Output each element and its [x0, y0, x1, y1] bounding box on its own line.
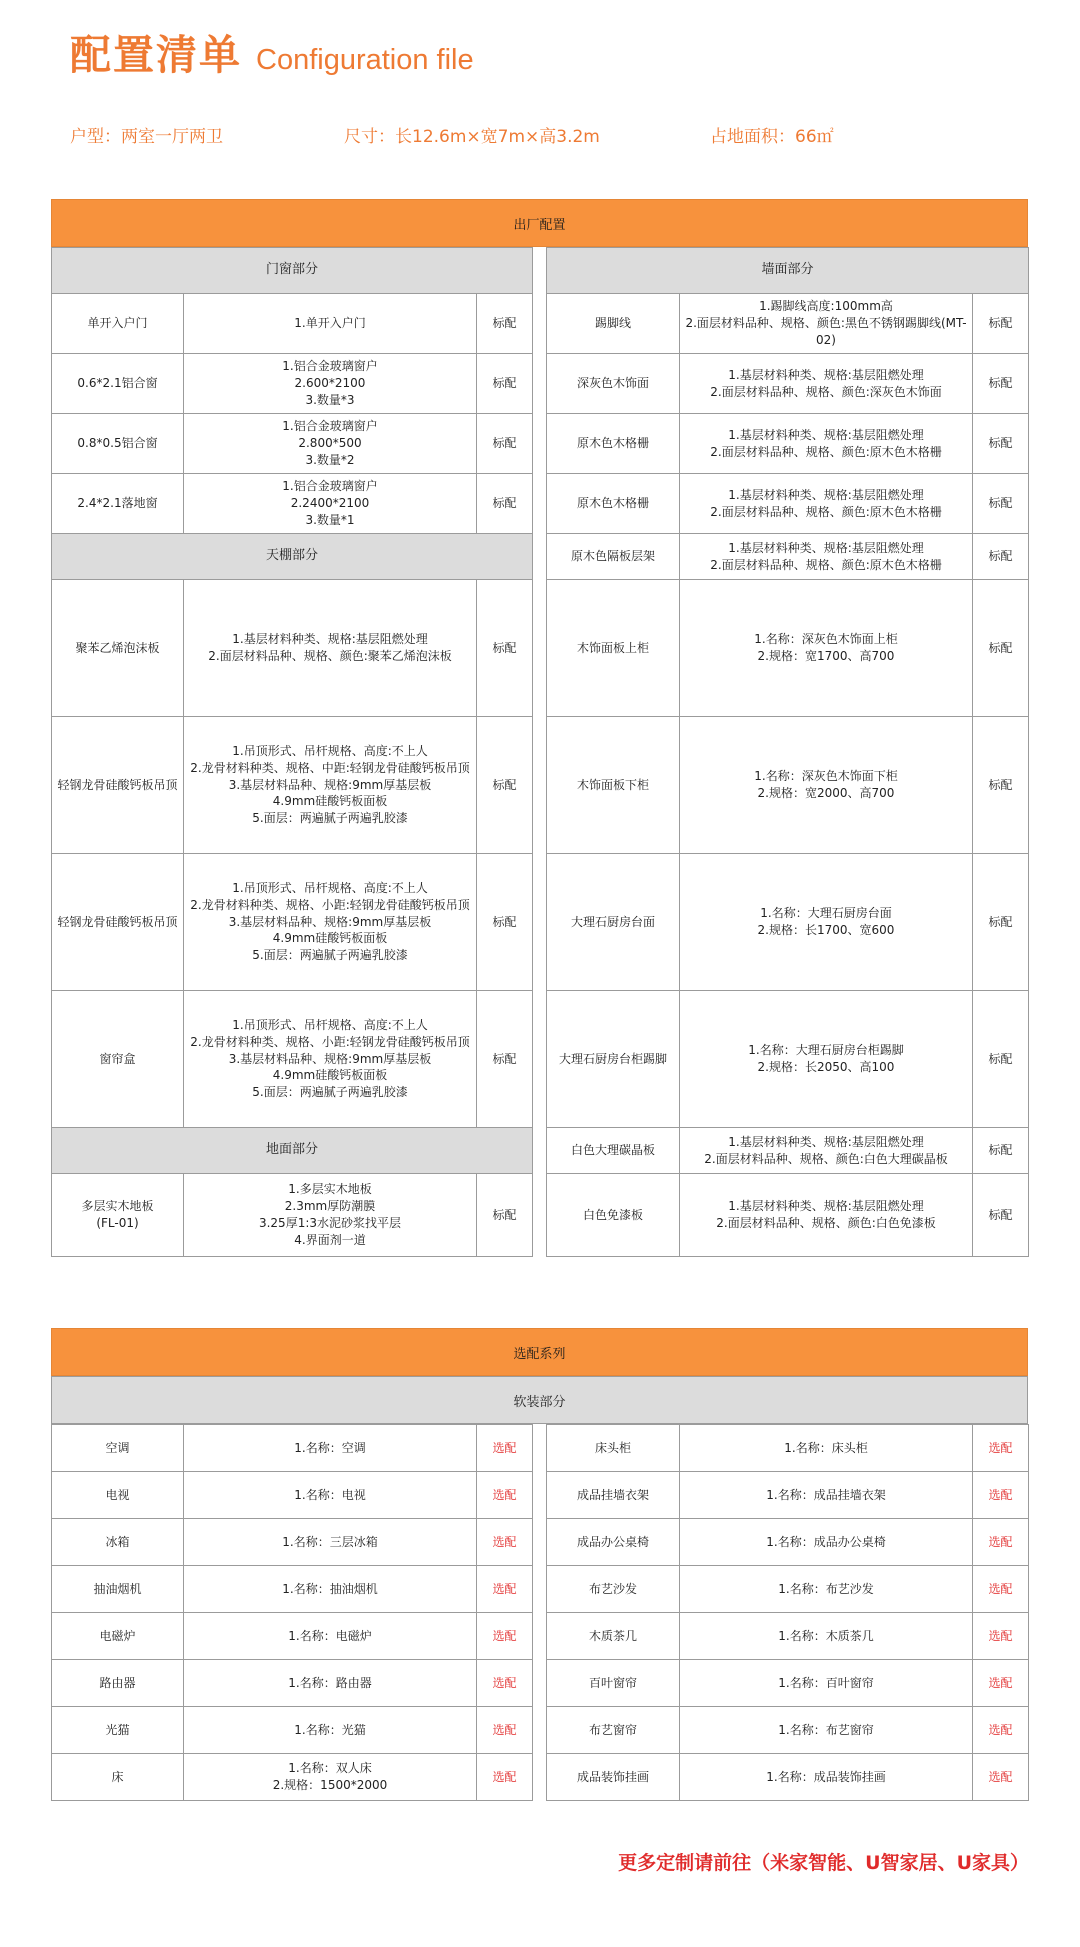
item-tag: 选配: [973, 1660, 1029, 1707]
item-tag: 选配: [973, 1519, 1029, 1566]
table-row: [52, 1707, 533, 1754]
item-tag: 选配: [477, 1519, 533, 1566]
item-name: 白色大理碳晶板: [547, 1128, 680, 1174]
table-row: [52, 1754, 533, 1801]
item-name: 大理石厨房台面: [547, 854, 680, 991]
item-tag: 选配: [477, 1613, 533, 1660]
item-tag: 标配: [477, 474, 533, 534]
table-row: [52, 717, 533, 854]
table-row: [547, 294, 1029, 354]
item-spec: 1.基层材料种类、规格:基层阻燃处理 2.面层材料品种、规格、颜色:深灰色木饰面: [680, 354, 973, 414]
item-name: 百叶窗帘: [547, 1660, 680, 1707]
item-tag: 标配: [477, 991, 533, 1128]
item-name: 原木色木格栅: [547, 414, 680, 474]
table-row: [52, 991, 533, 1128]
item-spec: 1.基层材料种类、规格:基层阻燃处理 2.面层材料品种、规格、颜色:白色大理碳晶板: [680, 1128, 973, 1174]
item-tag: 标配: [973, 534, 1029, 580]
item-name: 原木色木格栅: [547, 474, 680, 534]
item-spec: 1.名称：电视: [184, 1472, 477, 1519]
table-row: [52, 474, 533, 534]
item-name: 布艺窗帘: [547, 1707, 680, 1754]
item-tag: 选配: [477, 1707, 533, 1754]
factory-left-table: [51, 247, 533, 1257]
item-spec: 1.铝合金玻璃窗户 2.600*2100 3.数量*3: [184, 354, 477, 414]
item-tag: 选配: [973, 1613, 1029, 1660]
item-tag: 标配: [973, 414, 1029, 474]
table-row: [52, 1660, 533, 1707]
item-tag: 标配: [973, 1174, 1029, 1257]
item-spec: 1.名称：深灰色木饰面上柜 2.规格：宽1700、高700: [680, 580, 973, 717]
item-spec: 1.吊顶形式、吊杆规格、高度:不上人 2.龙骨材料种类、规格、中距:轻钢龙骨硅酸钙板吊顶 3.基层材料品种、规格:9mm厚基层板 4.9mm硅酸钙板面板 5.面层：两遍腻子两遍乳胶漆: [184, 717, 477, 854]
item-name: 木饰面板上柜: [547, 580, 680, 717]
table-row: [52, 354, 533, 414]
item-name: 深灰色木饰面: [547, 354, 680, 414]
table-row: [52, 1519, 533, 1566]
item-name: 空调: [52, 1425, 184, 1472]
item-name: 轻钢龙骨硅酸钙板吊顶: [52, 854, 184, 991]
house-size: 尺寸：长12.6m×宽7m×高3.2m: [344, 127, 600, 147]
item-spec: 1.基层材料种类、规格:基层阻燃处理 2.面层材料品种、规格、颜色:白色免漆板: [680, 1174, 973, 1257]
item-spec: 1.单开入户门: [184, 294, 477, 354]
item-name: 聚苯乙烯泡沫板: [52, 580, 184, 717]
item-name: 大理石厨房台柜踢脚: [547, 991, 680, 1128]
table-row: [547, 991, 1029, 1128]
item-name: 单开入户门: [52, 294, 184, 354]
item-tag: 选配: [477, 1754, 533, 1801]
item-name: 踢脚线: [547, 294, 680, 354]
item-name: 成品挂墙衣架: [547, 1472, 680, 1519]
item-spec: 1.名称：大理石厨房台柜踢脚 2.规格：长2050、高100: [680, 991, 973, 1128]
optional-series-band: 选配系列: [51, 1328, 1028, 1376]
item-spec: 1.基层材料种类、规格:基层阻燃处理 2.面层材料品种、规格、颜色:原木色木格栅: [680, 414, 973, 474]
item-spec: 1.名称：路由器: [184, 1660, 477, 1707]
table-row: [547, 717, 1029, 854]
house-area: 占地面积：66㎡: [710, 127, 834, 147]
optional-right-table: [546, 1424, 1029, 1801]
item-spec: 1.名称：布艺窗帘: [680, 1707, 973, 1754]
item-spec: 1.名称：空调: [184, 1425, 477, 1472]
item-tag: 选配: [973, 1472, 1029, 1519]
item-tag: 标配: [973, 717, 1029, 854]
item-name: 木饰面板下柜: [547, 717, 680, 854]
item-tag: 标配: [973, 1128, 1029, 1174]
table-row: [547, 1425, 1029, 1472]
table-row: [547, 1613, 1029, 1660]
item-name: 路由器: [52, 1660, 184, 1707]
title-zh: 配置清单: [70, 31, 242, 79]
soft-furnishing-header: 软装部分: [51, 1376, 1028, 1424]
item-name: 电视: [52, 1472, 184, 1519]
item-tag: 选配: [477, 1472, 533, 1519]
item-tag: 选配: [973, 1425, 1029, 1472]
item-spec: 1.名称：三层冰箱: [184, 1519, 477, 1566]
item-tag: 标配: [973, 991, 1029, 1128]
item-spec: 1.名称：抽油烟机: [184, 1566, 477, 1613]
item-name: 0.6*2.1铝合窗: [52, 354, 184, 414]
table-row: [547, 1566, 1029, 1613]
house-type: 户型：两室一厅两卫: [70, 127, 223, 147]
item-name: 光猫: [52, 1707, 184, 1754]
table-row: [547, 1519, 1029, 1566]
item-spec: 1.名称：大理石厨房台面 2.规格：长1700、宽600: [680, 854, 973, 991]
door-window-header: 门窗部分: [52, 248, 533, 294]
item-name: 轻钢龙骨硅酸钙板吊顶: [52, 717, 184, 854]
item-tag: 标配: [973, 580, 1029, 717]
item-spec: 1.名称：木质茶几: [680, 1613, 973, 1660]
table-row: [547, 1472, 1029, 1519]
item-spec: 1.名称：成品挂墙衣架: [680, 1472, 973, 1519]
table-row: [52, 854, 533, 991]
item-name: 抽油烟机: [52, 1566, 184, 1613]
optional-left-table: [51, 1424, 533, 1801]
table-row: [547, 474, 1029, 534]
table-row: [52, 1613, 533, 1660]
table-row: [547, 534, 1029, 580]
item-spec: 1.基层材料种类、规格:基层阻燃处理 2.面层材料品种、规格、颜色:聚苯乙烯泡沫板: [184, 580, 477, 717]
item-spec: 1.名称：成品装饰挂画: [680, 1754, 973, 1801]
item-name: 电磁炉: [52, 1613, 184, 1660]
item-tag: 选配: [973, 1566, 1029, 1613]
item-tag: 标配: [477, 854, 533, 991]
item-spec: 1.名称：双人床 2.规格：1500*2000: [184, 1754, 477, 1801]
table-row: [547, 1174, 1029, 1257]
table-row: [52, 1425, 533, 1472]
item-name: 布艺沙发: [547, 1566, 680, 1613]
item-spec: 1.名称：深灰色木饰面下柜 2.规格：宽2000、高700: [680, 717, 973, 854]
item-spec: 1.基层材料种类、规格:基层阻燃处理 2.面层材料品种、规格、颜色:原木色木格栅: [680, 534, 973, 580]
table-row: [547, 580, 1029, 717]
table-row: [52, 1174, 533, 1257]
factory-config-band: 出厂配置: [51, 199, 1028, 247]
table-row: [52, 294, 533, 354]
table-row: [52, 580, 533, 717]
floor-header: 地面部分: [52, 1128, 533, 1174]
item-name: 床: [52, 1754, 184, 1801]
table-row: [52, 414, 533, 474]
item-spec: 1.基层材料种类、规格:基层阻燃处理 2.面层材料品种、规格、颜色:原木色木格栅: [680, 474, 973, 534]
item-tag: 标配: [973, 354, 1029, 414]
table-row: [547, 354, 1029, 414]
item-name: 0.8*0.5铝合窗: [52, 414, 184, 474]
item-name: 成品装饰挂画: [547, 1754, 680, 1801]
item-name: 原木色隔板层架: [547, 534, 680, 580]
item-spec: 1.多层实木地板 2.3mm厚防潮膜 3.25厚1:3水泥砂浆找平层 4.界面剂一道: [184, 1174, 477, 1257]
table-row: [547, 854, 1029, 991]
item-tag: 选配: [477, 1566, 533, 1613]
item-name: 木质茶几: [547, 1613, 680, 1660]
item-spec: 1.吊顶形式、吊杆规格、高度:不上人 2.龙骨材料种类、规格、小距:轻钢龙骨硅酸钙板吊顶 3.基层材料品种、规格:9mm厚基层板 4.9mm硅酸钙板面板 5.面层：两遍腻子两遍乳胶漆: [184, 991, 477, 1128]
ceiling-header: 天棚部分: [52, 534, 533, 580]
item-spec: 1.铝合金玻璃窗户 2.800*500 3.数量*2: [184, 414, 477, 474]
factory-right-table: [546, 247, 1029, 1257]
item-name: 多层实木地板 (FL-01): [52, 1174, 184, 1257]
item-spec: 1.名称：百叶窗帘: [680, 1660, 973, 1707]
table-row: [547, 1128, 1029, 1174]
table-row: [52, 1472, 533, 1519]
table-row: [547, 1707, 1029, 1754]
item-tag: 标配: [477, 354, 533, 414]
table-row: [547, 1660, 1029, 1707]
item-spec: 1.铝合金玻璃窗户 2.2400*2100 3.数量*1: [184, 474, 477, 534]
table-row: [52, 1566, 533, 1613]
item-spec: 1.名称：布艺沙发: [680, 1566, 973, 1613]
item-tag: 选配: [973, 1754, 1029, 1801]
title-en: Configuration file: [256, 44, 474, 76]
item-tag: 选配: [477, 1425, 533, 1472]
item-tag: 选配: [477, 1660, 533, 1707]
table-row: [547, 414, 1029, 474]
item-name: 白色免漆板: [547, 1174, 680, 1257]
item-tag: 标配: [477, 580, 533, 717]
item-name: 2.4*2.1落地窗: [52, 474, 184, 534]
item-name: 冰箱: [52, 1519, 184, 1566]
item-tag: 标配: [477, 1174, 533, 1257]
item-name: 成品办公桌椅: [547, 1519, 680, 1566]
item-tag: 标配: [973, 854, 1029, 991]
page-title: [70, 22, 474, 81]
item-tag: 标配: [477, 717, 533, 854]
item-spec: 1.名称：光猫: [184, 1707, 477, 1754]
item-tag: 标配: [477, 414, 533, 474]
item-tag: 标配: [973, 474, 1029, 534]
footer-link-text: 更多定制请前往（米家智能、U智家居、U家具）: [618, 1852, 1029, 1874]
item-name: 床头柜: [547, 1425, 680, 1472]
item-name: 窗帘盒: [52, 991, 184, 1128]
item-spec: 1.名称：电磁炉: [184, 1613, 477, 1660]
item-spec: 1.踢脚线高度:100mm高 2.面层材料品种、规格、颜色:黑色不锈钢踢脚线(MT-02): [680, 294, 973, 354]
item-spec: 1.名称：床头柜: [680, 1425, 973, 1472]
wall-header: 墙面部分: [547, 248, 1029, 294]
item-tag: 选配: [973, 1707, 1029, 1754]
item-spec: 1.名称：成品办公桌椅: [680, 1519, 973, 1566]
table-row: [547, 1754, 1029, 1801]
item-tag: 标配: [973, 294, 1029, 354]
item-spec: 1.吊顶形式、吊杆规格、高度:不上人 2.龙骨材料种类、规格、小距:轻钢龙骨硅酸钙板吊顶 3.基层材料品种、规格:9mm厚基层板 4.9mm硅酸钙板面板 5.面层：两遍腻子两遍乳胶漆: [184, 854, 477, 991]
item-tag: 标配: [477, 294, 533, 354]
